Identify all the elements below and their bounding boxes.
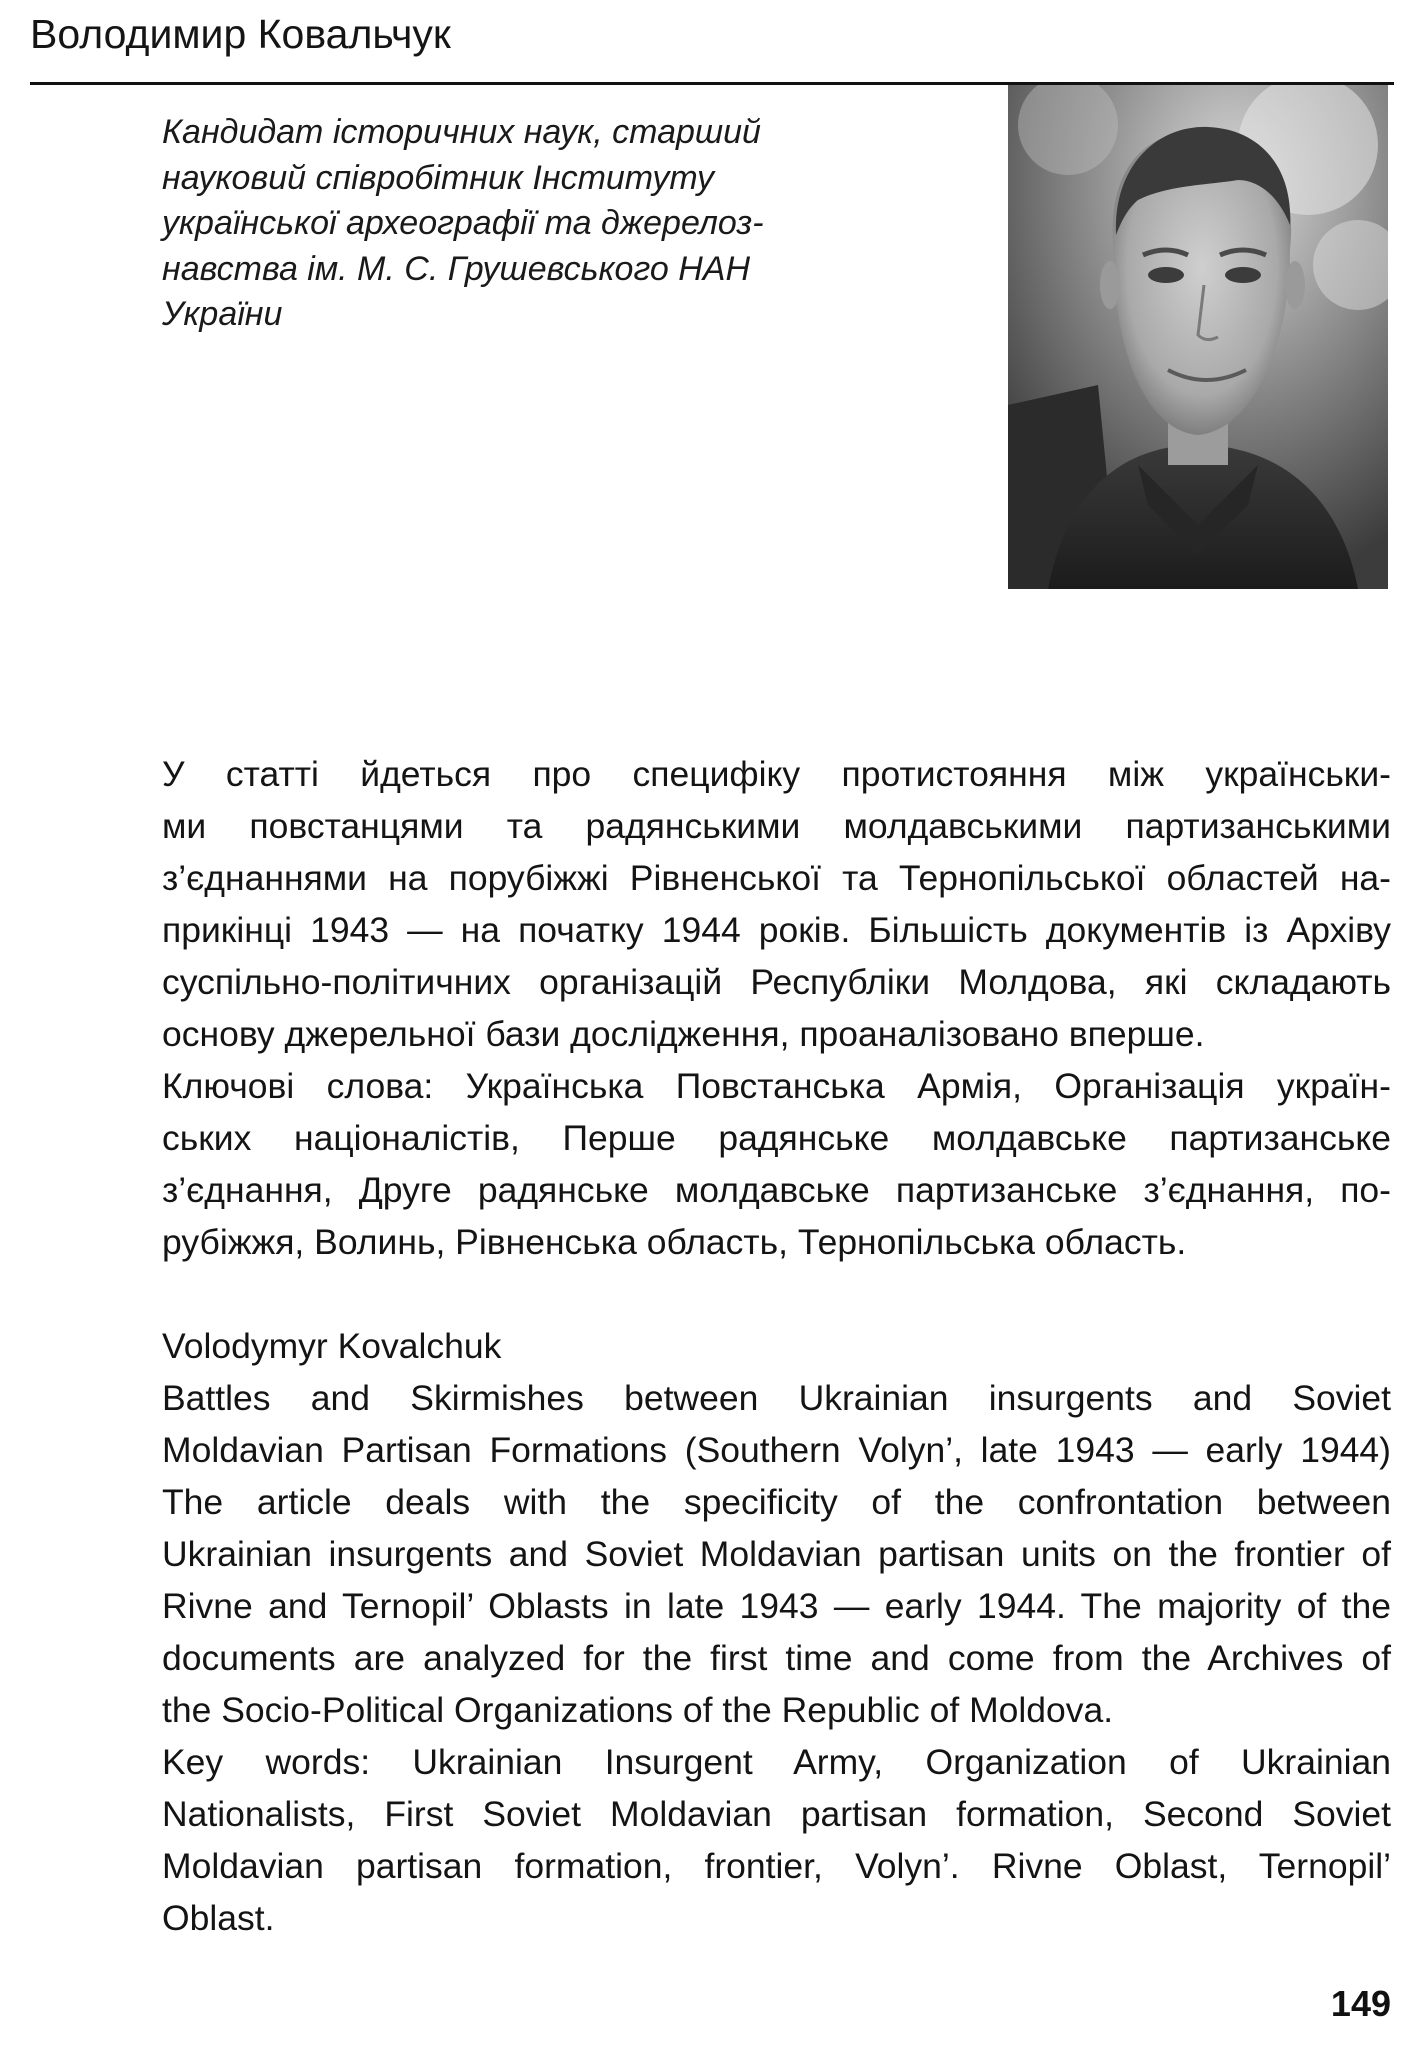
author-portrait-photo bbox=[1008, 85, 1388, 589]
affiliation-line: Кандидат історичних наук, старший bbox=[162, 113, 761, 151]
english-title-line: Battles and Skirmishes between Ukrainian insurgents and Soviet bbox=[162, 1378, 1391, 1418]
keywords-line: Nationalists, First Soviet Moldavian partisan formation, Second Soviet bbox=[162, 1794, 1391, 1834]
english-keywords bbox=[162, 1736, 1391, 1944]
english-author-name: Volodymyr Kovalchuk bbox=[162, 1326, 502, 1366]
affiliation-line: науковий співробітник Інституту bbox=[162, 158, 714, 197]
abstract-line: суспільно-політичних організацій Республіки Молдова, які складають bbox=[162, 962, 1391, 1002]
keywords-line: ських націоналістів, Перше радянське молдавське партизанське bbox=[162, 1118, 1391, 1158]
abstract-line: Rivne and Ternopil’ Oblasts in late 1943 — early 1944. The majority of the bbox=[162, 1586, 1391, 1626]
affiliation-line: України bbox=[162, 295, 283, 333]
keywords-line: Key words: Ukrainian Insurgent Army, Organization of Ukrainian bbox=[162, 1742, 1391, 1782]
abstract-line: ми повстанцями та радянськими молдавськими партизанськими bbox=[162, 806, 1391, 846]
keywords-line: Ключові слова: Українська Повстанська Армія, Організація україн- bbox=[162, 1066, 1391, 1106]
keywords-line: рубіжжя, Волинь, Рівненська область, Тернопільська область. bbox=[162, 1222, 1187, 1262]
abstract-line: The article deals with the specificity of the confrontation between bbox=[162, 1482, 1391, 1522]
ukrainian-abstract bbox=[162, 748, 1391, 1060]
abstract-line: the Socio-Political Organizations of the Republic of Moldova. bbox=[162, 1690, 1114, 1730]
english-title-line: Moldavian Partisan Formations (Southern Volyn’, late 1943 — early 1944) bbox=[162, 1430, 1391, 1470]
affiliation-line: навства ім. М. С. Грушевського НАН bbox=[162, 249, 750, 288]
page-number: 149 bbox=[1330, 1983, 1391, 2024]
author-name-header: Володимир Ковальчук bbox=[30, 11, 451, 57]
portrait-photo-icon bbox=[1008, 85, 1388, 589]
english-title bbox=[162, 1372, 1391, 1476]
abstract-line: основу джерельної бази дослідження, проаналізовано вперше. bbox=[162, 1014, 1205, 1054]
keywords-line: з’єднання, Друге радянське молдавське партизанське з’єднання, по- bbox=[162, 1170, 1391, 1210]
english-abstract bbox=[162, 1476, 1391, 1736]
keywords-line: Oblast. bbox=[162, 1898, 275, 1938]
keywords-line: Moldavian partisan formation, frontier, Volyn’. Rivne Oblast, Ternopil’ bbox=[162, 1846, 1391, 1886]
ukrainian-keywords bbox=[162, 1060, 1391, 1268]
author-affiliation bbox=[162, 110, 862, 338]
english-author bbox=[162, 1320, 1391, 1372]
affiliation-line: української археографії та джерелоз- bbox=[162, 204, 764, 242]
abstract-line: з’єднаннями на порубіжжі Рівненської та Тернопільської областей на- bbox=[162, 858, 1391, 898]
abstract-line: У статті йдеться про специфіку протистояння між українськи- bbox=[162, 754, 1391, 794]
abstract-line: прикінці 1943 — на початку 1944 років. Більшість документів із Архіву bbox=[162, 910, 1391, 950]
abstract-line: Ukrainian insurgents and Soviet Moldavian partisan units on the frontier of bbox=[162, 1534, 1391, 1574]
abstract-line: documents are analyzed for the first time and come from the Archives of bbox=[162, 1638, 1391, 1678]
